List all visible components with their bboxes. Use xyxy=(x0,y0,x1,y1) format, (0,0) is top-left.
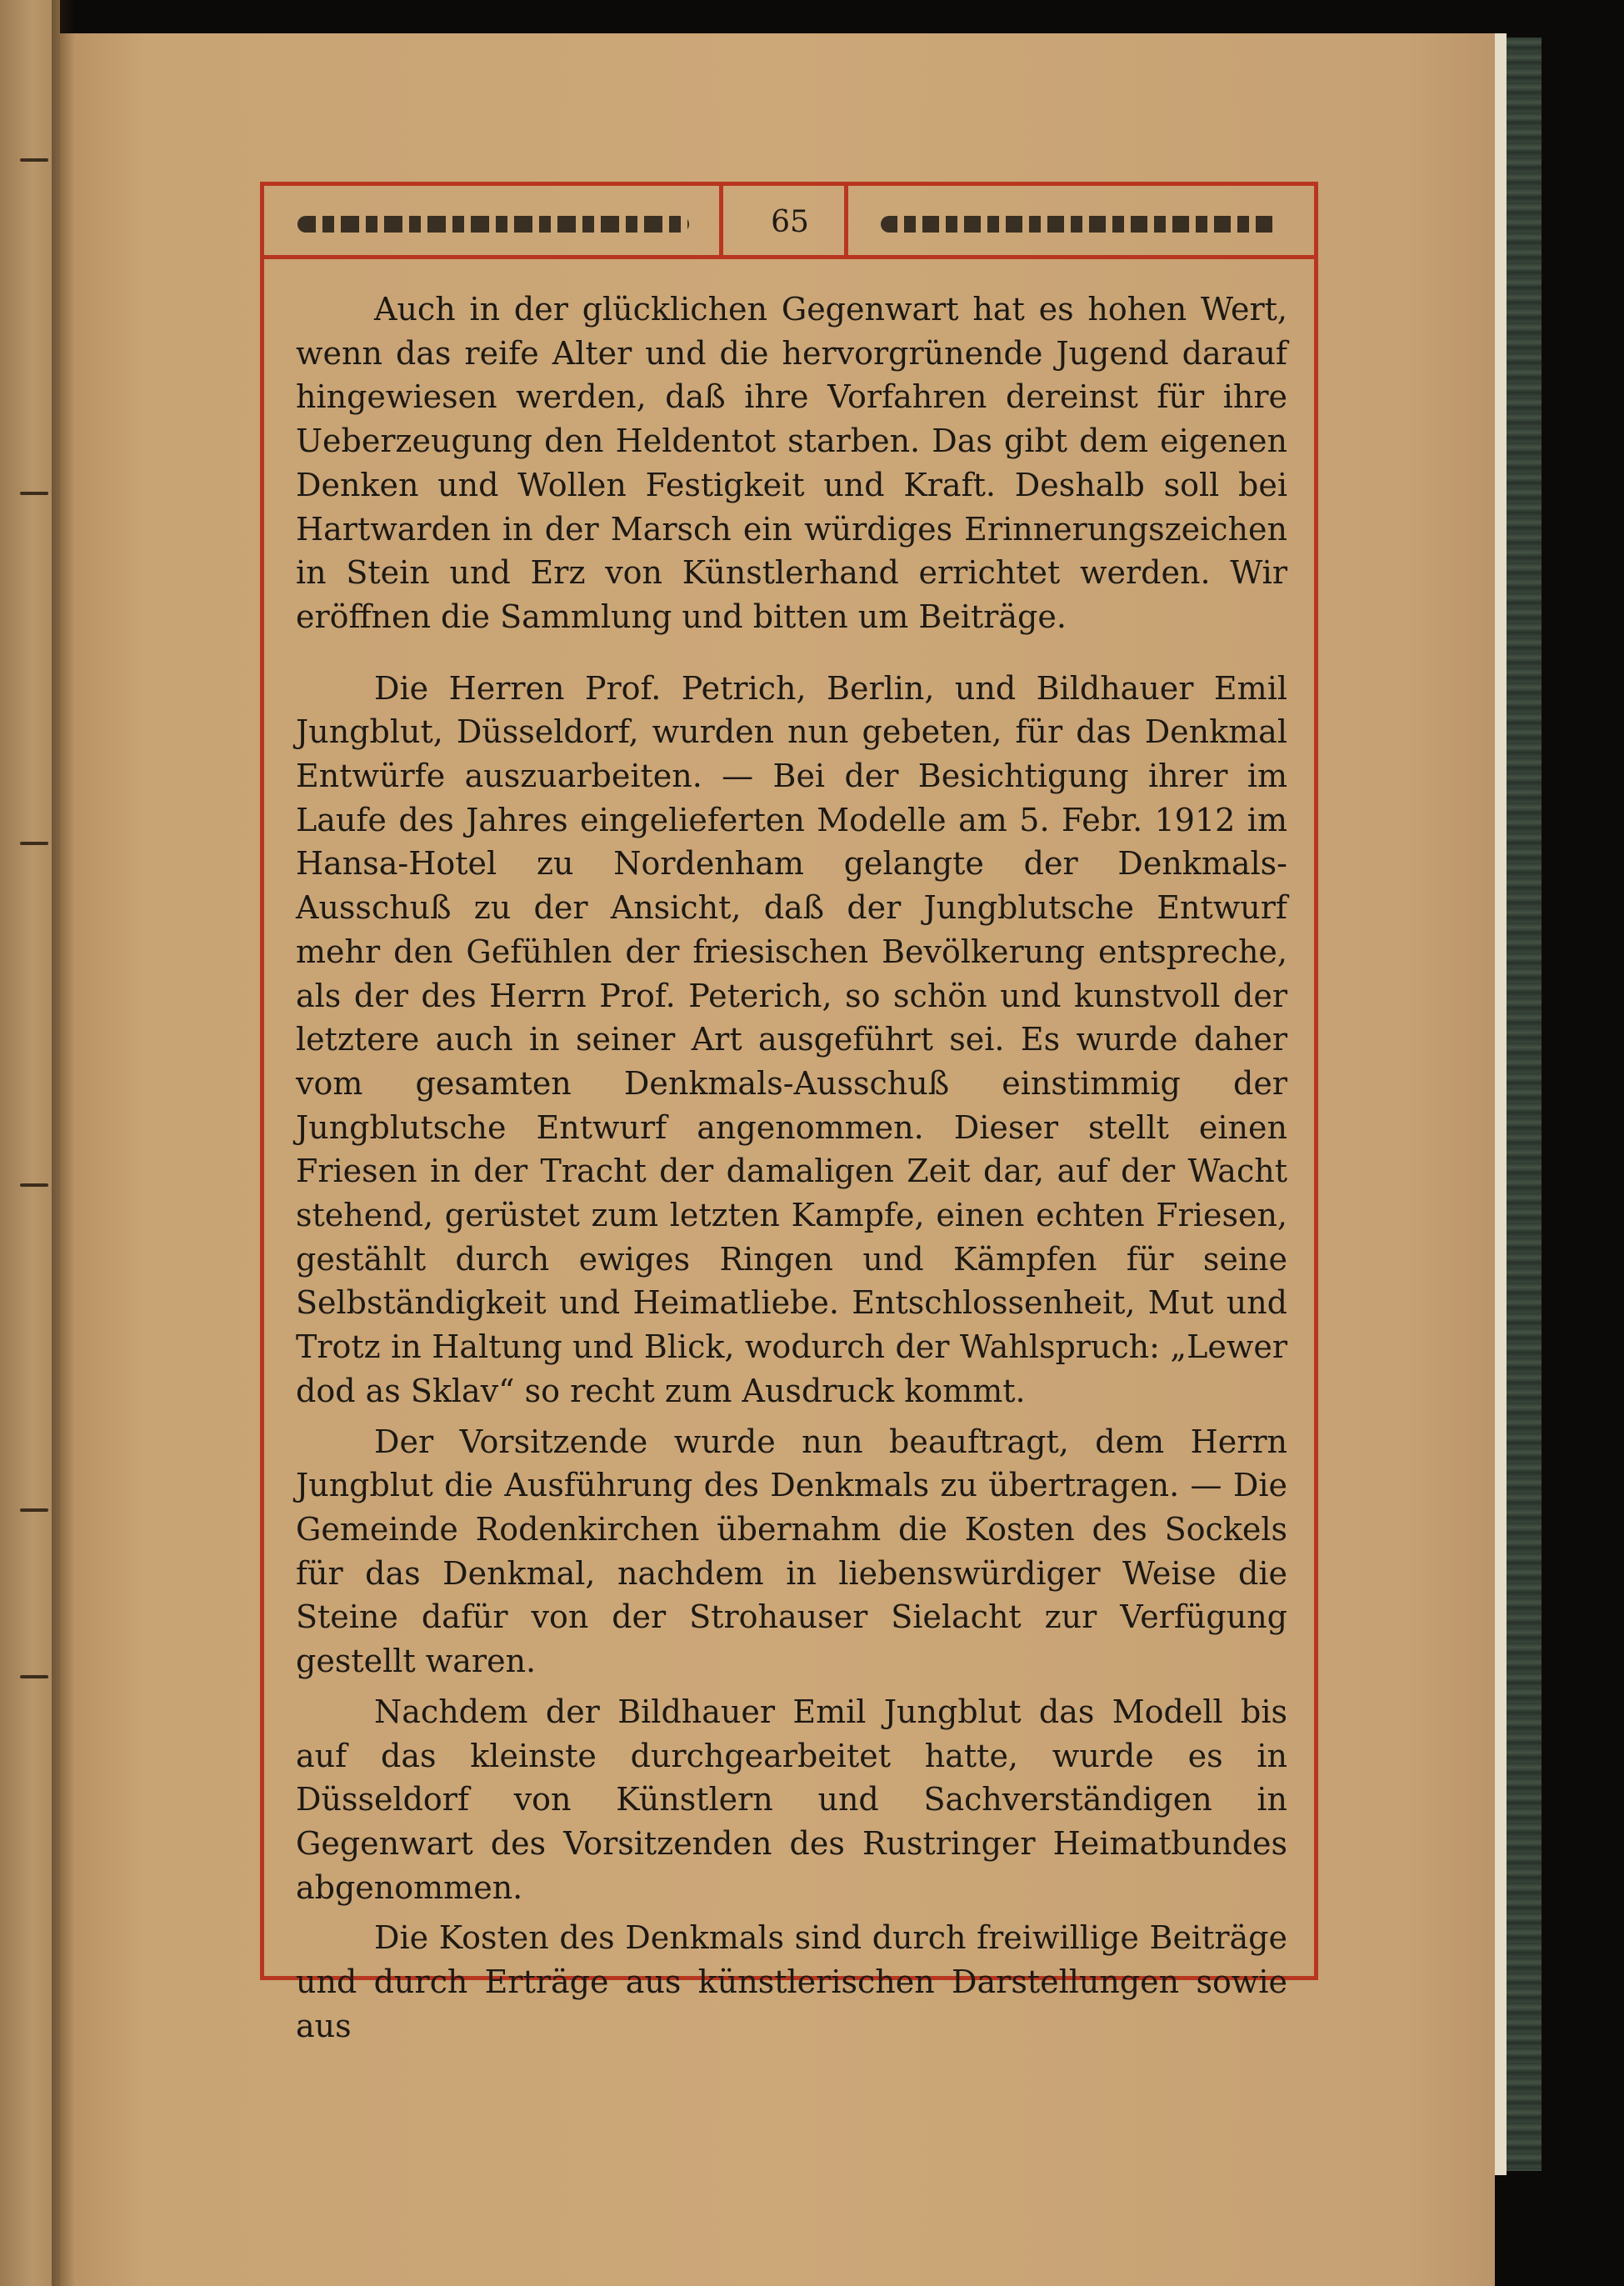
header-divider xyxy=(719,186,723,259)
binding-stitch xyxy=(20,1183,48,1187)
page-block-edge xyxy=(1495,33,1507,2175)
paragraph: Die Kosten des Denkmals sind durch freiwillige Beiträge und durch Erträge aus künstlerischen Darstellungen sowie aus xyxy=(296,1919,1287,2044)
header-divider xyxy=(844,186,848,259)
spine-shadow xyxy=(52,0,75,2286)
paragraph: Die Herren Prof. Petrich, Berlin, und Bildhauer Emil Jungblut, Düsseldorf, wurden nun gebeten, für das Denkmal Entwürfe auszuarbeiten. — Bei der Besichtigung ihrer im Laufe des Jahres eingelieferten Modelle am 5. Febr. 1912 im Hansa-Hotel zu Nordenham gelangte der Denkmals-Ausschuß zu der Ansicht, daß der Jungblutsche Entwurf mehr den Gefühlen der friesischen Bevölkerung entspreche, als der des Herrn Prof. Peterich, so schön und kunstvoll der letztere auch in seiner Art ausgeführt sei. Es wurde daher vom gesamten Denkmals-Ausschuß einstimmig der Jungblutsche Entwurf angenommen. Dieser stellt einen Friesen in der Tracht der damaligen Zeit dar, auf der Wacht stehend, gerüstet zum letzten Kampfe, einen echten Friesen, gestählt durch ewiges Ringen und Kämpfen für seine Selbständigkeit und Heimatliebe. Entschlossenheit, Mut und Trotz in Haltung und Blick, wodurch der Wahlspruch: „Lewer dod as Sklav“ so recht zum Ausdruck kommt. xyxy=(296,669,1287,1409)
binding-stitch xyxy=(20,842,48,845)
binding-stitch xyxy=(20,158,48,162)
paragraph: Auch in der glücklichen Gegenwart hat es hohen Wert, wenn das reife Alter und die hervorgrünende Jugend darauf hingewiesen werden, daß ihre Vorfahren dereinst für ihre Ueberzeugung den Heldentot starben. Das gibt dem eigenen Denken und Wollen Festigkeit und Kraft. Deshalb soll bei Hartwarden in der Marsch ein würdiges Erinnerungszeichen in Stein und Erz von Künstlerhand errichtet werden. Wir eröffnen die Sammlung und bitten um Beiträge. xyxy=(296,291,1287,635)
binding-stitch xyxy=(20,1675,48,1678)
paragraph: Nachdem der Bildhauer Emil Jungblut das Modell bis auf das kleinste durchgearbeitet hatte, wurde es in Düsseldorf von Künstlern und Sachverständigen in Gegenwart des Vorsitzenden des Rustringer Heimatbundes abgenommen. xyxy=(296,1693,1287,1906)
binding-stitch xyxy=(20,492,48,495)
paragraph: Der Vorsitzende wurde nun beauftragt, dem Herrn Jungblut die Ausführung des Denkmals zu übertragen. — Die Gemeinde Rodenkirchen übernahm die Kosten des Sockels für das Denkmal, nachdem in liebenswürdiger Weise die Steine dafür von der Strohauser Sielacht zur Verfügung gestellt waren. xyxy=(296,1423,1287,1680)
running-header xyxy=(264,186,1314,259)
ornament-left-icon xyxy=(297,216,689,233)
page-number: 65 xyxy=(771,205,809,239)
marbled-cover-edge xyxy=(1507,38,1542,2171)
body-text xyxy=(296,288,1287,2048)
ornament-right-icon xyxy=(881,216,1279,233)
binding-stitch xyxy=(20,1508,48,1512)
